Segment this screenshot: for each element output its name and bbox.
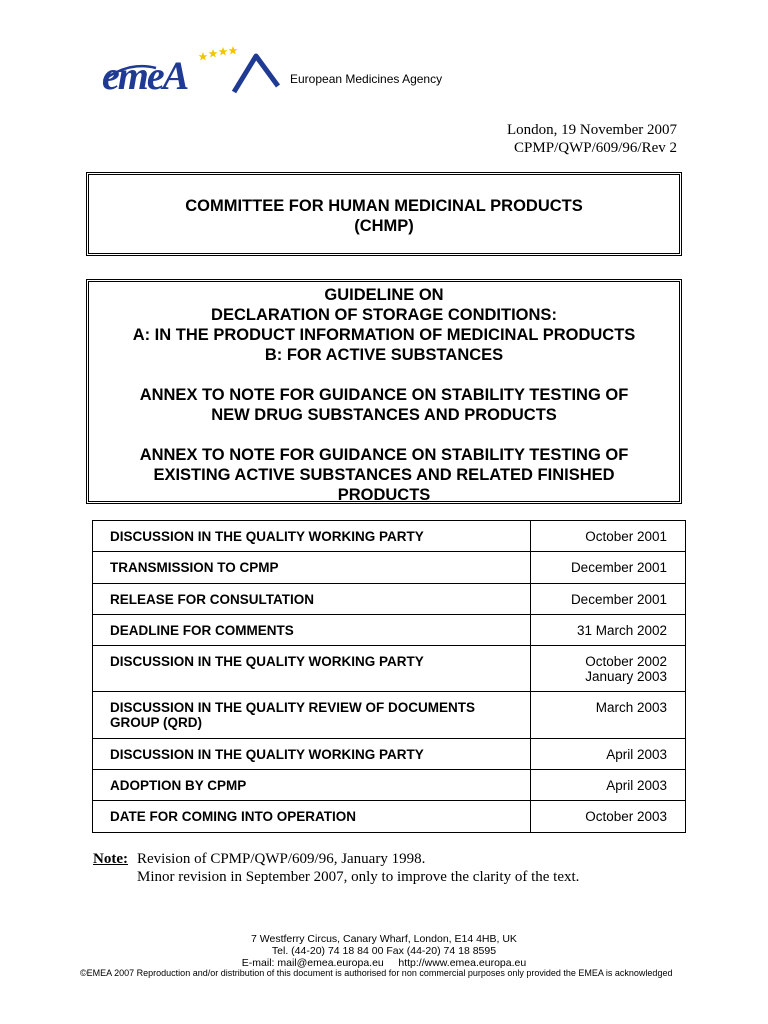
event-label: RELEASE FOR CONSULTATION (93, 584, 531, 615)
date-reference-block (507, 121, 677, 157)
annex-line: ANNEX TO NOTE FOR GUIDANCE ON STABILITY TESTING OF (139, 386, 629, 404)
table-row (93, 801, 686, 833)
guideline-title-line: A: IN THE PRODUCT INFORMATION OF MEDICINAL PRODUCTS (132, 326, 636, 344)
table-row (93, 646, 686, 692)
guideline-title-line: DECLARATION OF STORAGE CONDITIONS: (211, 306, 557, 324)
document-date: London, 19 November 2007 (507, 122, 677, 138)
table-row (93, 521, 686, 552)
committee-box (86, 172, 682, 256)
table-row (93, 770, 686, 801)
event-date: January 2003 (585, 669, 667, 684)
event-date: 31 March 2002 (531, 615, 686, 646)
event-date: December 2001 (531, 552, 686, 584)
event-label: TRANSMISSION TO CPMP (93, 552, 531, 584)
annex-line: PRODUCTS (337, 486, 431, 504)
table-row (93, 739, 686, 770)
event-date: December 2001 (531, 584, 686, 615)
event-label: DISCUSSION IN THE QUALITY WORKING PARTY (93, 646, 531, 692)
procedure-timeline-table (92, 520, 686, 833)
event-label: DEADLINE FOR COMMENTS (93, 615, 531, 646)
table-row (93, 615, 686, 646)
svg-text:emeA: emeA (102, 53, 188, 98)
footer (0, 933, 768, 969)
annex-line: ANNEX TO NOTE FOR GUIDANCE ON STABILITY TESTING OF (139, 446, 629, 464)
annex-line: NEW DRUG SUBSTANCES AND PRODUCTS (211, 406, 557, 424)
event-date: October 2001 (531, 521, 686, 552)
table-row (93, 584, 686, 615)
document-reference: CPMP/QWP/609/96/Rev 2 (514, 140, 677, 156)
footer-copyright: ©EMEA 2007 Reproduction and/or distribution of this document is authorised for non commercial purposes only provided the EMEA is acknowledged (80, 968, 673, 978)
agency-name: European Medicines Agency (290, 72, 443, 86)
footer-address: 7 Westferry Circus, Canary Wharf, London, E14 4HB, UK (251, 933, 517, 945)
logo-stars (199, 46, 238, 61)
event-label: DISCUSSION IN THE QUALITY REVIEW OF DOCUMENTS GROUP (QRD) (93, 692, 531, 739)
event-date: April 2003 (531, 770, 686, 801)
event-label: DISCUSSION IN THE QUALITY WORKING PARTY (93, 739, 531, 770)
committee-name: COMMITTEE FOR HUMAN MEDICINAL PRODUCTS (185, 197, 583, 215)
committee-abbreviation: (CHMP) (354, 217, 414, 235)
emea-logo (96, 42, 281, 100)
event-label: DISCUSSION IN THE QUALITY WORKING PARTY (93, 521, 531, 552)
guideline-title-box (86, 279, 682, 504)
revision-note (93, 850, 579, 886)
event-date: October 2003 (531, 801, 686, 833)
footer-phone: Tel. (44-20) 74 18 84 00 Fax (44-20) 74 18 8595 (271, 945, 497, 957)
event-date: March 2003 (531, 692, 686, 739)
guideline-title-line: B: FOR ACTIVE SUBSTANCES (264, 346, 504, 364)
note-line-1: Revision of CPMP/QWP/609/96, January 1998. (137, 851, 426, 867)
guideline-title-line: GUIDELINE ON (324, 286, 444, 304)
footer-contact: E-mail: mail@emea.europa.eu http://www.emea.europa.eu (241, 957, 527, 969)
event-label: ADOPTION BY CPMP (93, 770, 531, 801)
event-date-cell (531, 646, 686, 692)
annex-line: EXISTING ACTIVE SUBSTANCES AND RELATED FINISHED (153, 466, 615, 484)
note-line-2: Minor revision in September 2007, only to improve the clarity of the text. (137, 869, 580, 885)
event-label: DATE FOR COMING INTO OPERATION (93, 801, 531, 833)
table-row (93, 552, 686, 584)
event-date: October 2002 (585, 654, 667, 669)
note-label: Note: (93, 851, 128, 867)
event-date: April 2003 (531, 739, 686, 770)
table-row (93, 692, 686, 739)
